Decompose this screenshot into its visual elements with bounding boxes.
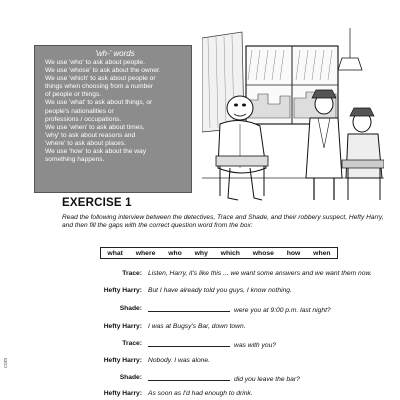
speaker-name: Hefty Harry: [103, 357, 142, 364]
grammar-lines [45, 59, 185, 164]
word-option: who [168, 249, 182, 257]
grammar-title: 'wh-' words [95, 49, 135, 58]
dialogue-gap-line [148, 340, 276, 350]
dialogue-text: were you at 9:00 p.m. last night? [234, 307, 331, 314]
grammar-box [34, 45, 192, 193]
grammar-line: something happens. [45, 156, 105, 164]
word-option: which [220, 249, 240, 257]
dialogue-text: I was at Bugsy's Bar, down town. [148, 323, 246, 330]
grammar-line: We use 'which' to ask about people or [45, 75, 156, 83]
grammar-line: people's nationalities or [45, 107, 114, 115]
dialogue-text: did you leave the bar? [234, 376, 300, 383]
grammar-line: professions / occupations. [45, 115, 122, 123]
grammar-line: We use 'who' to ask about people. [45, 59, 145, 66]
grammar-line: We use 'whose' to ask about the owner. [45, 67, 161, 75]
grammar-line: of people or things. [45, 91, 102, 99]
grammar-line: We use 'how' to ask about the way [45, 148, 146, 156]
speaker-name: Hefty Harry: [103, 323, 142, 330]
grammar-line: We use 'what' to ask about things, or [45, 99, 153, 107]
dialogue-text: But I have already told you guys, I know nothing. [148, 287, 292, 294]
word-option: what [107, 249, 123, 257]
exercise-instructions: Read the following interview between the detectives, Trace and Shade, and their robbery suspect, Hefty Harry, and then fill the gaps with the correct question word from the box: [62, 214, 384, 230]
speaker-name: Trace: [122, 270, 142, 277]
speaker-name: Shade: [119, 305, 142, 312]
dialogue-text: was with you? [234, 342, 277, 349]
grammar-line: We use 'when' to ask about times, [45, 123, 145, 131]
dialogue-text: Nobody. I was alone. [148, 357, 210, 364]
answer-blank[interactable] [148, 305, 230, 312]
word-option: where [135, 249, 156, 257]
word-box [100, 247, 338, 259]
word-option: why [194, 249, 208, 257]
answer-blank[interactable] [148, 374, 230, 381]
speaker-name: Hefty Harry: [103, 287, 142, 294]
side-watermark-text: com [3, 357, 9, 368]
word-option: how [286, 249, 301, 257]
interrogation-illustration [202, 28, 384, 206]
word-option: whose [252, 249, 274, 257]
dialogue-text: Listen, Harry, it's like this ... we want some answers and we want them now. [148, 270, 372, 277]
grammar-line: 'why' to ask about reasons and [45, 131, 136, 139]
grammar-line: 'where' to ask about places. [45, 139, 126, 147]
speaker-name: Shade: [119, 374, 142, 381]
word-option: when [313, 249, 331, 257]
exercise-title: EXERCISE 1 [62, 197, 132, 209]
speaker-name: Hefty Harry: [103, 390, 142, 397]
dialogue-gap-line [148, 374, 300, 384]
answer-blank[interactable] [148, 340, 230, 347]
dialogue-gap-line [148, 305, 331, 315]
grammar-line: things when choosing from a number [45, 83, 154, 91]
speaker-name: Trace: [122, 340, 142, 347]
dialogue-text: As soon as I'd had enough to drink. [148, 390, 253, 397]
